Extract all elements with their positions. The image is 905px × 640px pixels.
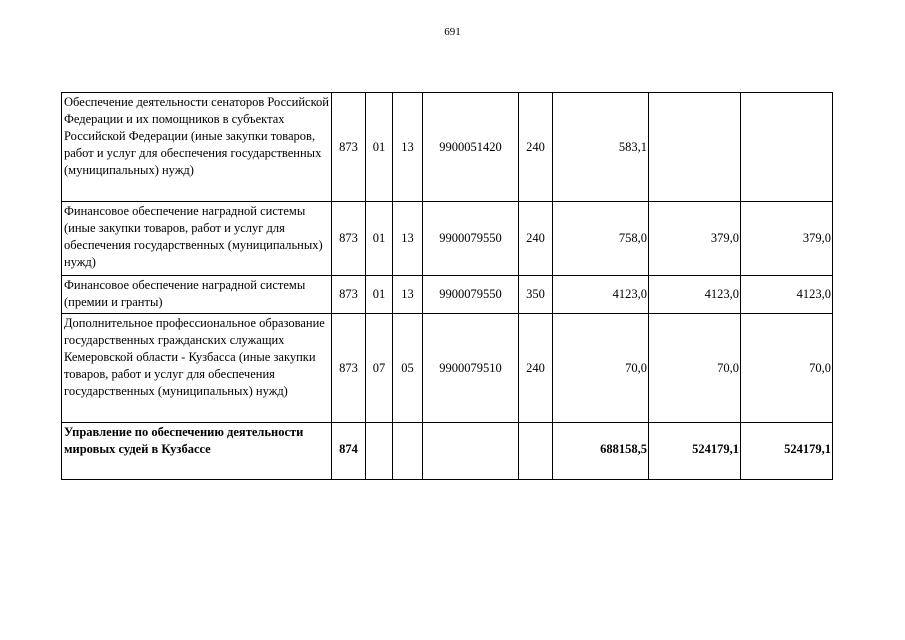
amount-year-2-cell: 70,0 (649, 314, 741, 423)
amount-year-1-cell: 583,1 (553, 93, 649, 202)
department-code-cell: 873 (332, 314, 366, 423)
subsection-code-cell: 13 (393, 202, 423, 276)
row-name-cell: Обеспечение деятельности сенаторов Российской Федерации и их помощников в субъектах Российской Федерации (иные закупки товаров, работ и услуг для обеспечения государственных (муниципальных) нужд) (62, 93, 332, 202)
page-number: 691 (444, 26, 461, 38)
amount-year-2-cell: 524179,1 (649, 423, 741, 480)
row-name-cell: Финансовое обеспечение наградной системы (премии и гранты) (62, 276, 332, 314)
section-code-cell: 01 (366, 93, 393, 202)
table-row (62, 276, 833, 314)
expense-type-code-cell (519, 423, 553, 480)
department-code-cell: 874 (332, 423, 366, 480)
amount-year-3-cell: 4123,0 (741, 276, 833, 314)
target-article-code-cell: 9900051420 (423, 93, 519, 202)
amount-year-3-cell: 70,0 (741, 314, 833, 423)
amount-year-3-cell: 524179,1 (741, 423, 833, 480)
row-name-cell: Финансовое обеспечение наградной системы (иные закупки товаров, работ и услуг для обеспечения государственных (муниципальных) нужд) (62, 202, 332, 276)
amount-year-2-cell: 4123,0 (649, 276, 741, 314)
section-code-cell: 07 (366, 314, 393, 423)
subsection-code-cell: 13 (393, 276, 423, 314)
amount-year-1-cell: 758,0 (553, 202, 649, 276)
table-row (62, 93, 833, 202)
budget-table (61, 92, 833, 480)
expense-type-code-cell: 240 (519, 93, 553, 202)
section-code-cell (366, 423, 393, 480)
department-code-cell: 873 (332, 202, 366, 276)
section-code-cell: 01 (366, 202, 393, 276)
amount-year-2-cell: 379,0 (649, 202, 741, 276)
row-name-cell: Дополнительное профессиональное образование государственных гражданских служащих Кемеровской области - Кузбасса (иные закупки товаров, работ и услуг для обеспечения государственных (муниципальных) нужд) (62, 314, 332, 423)
target-article-code-cell (423, 423, 519, 480)
target-article-code-cell: 9900079510 (423, 314, 519, 423)
target-article-code-cell: 9900079550 (423, 202, 519, 276)
subsection-code-cell (393, 423, 423, 480)
row-name-cell: Управление по обеспечению деятельности мировых судей в Кузбассе (62, 423, 332, 480)
amount-year-3-cell (741, 93, 833, 202)
section-code-cell: 01 (366, 276, 393, 314)
table-row-total (62, 423, 833, 480)
department-code-cell: 873 (332, 93, 366, 202)
subsection-code-cell: 13 (393, 93, 423, 202)
amount-year-1-cell: 688158,5 (553, 423, 649, 480)
expense-type-code-cell: 240 (519, 314, 553, 423)
amount-year-1-cell: 4123,0 (553, 276, 649, 314)
amount-year-2-cell (649, 93, 741, 202)
department-code-cell: 873 (332, 276, 366, 314)
amount-year-1-cell: 70,0 (553, 314, 649, 423)
expense-type-code-cell: 240 (519, 202, 553, 276)
expense-type-code-cell: 350 (519, 276, 553, 314)
amount-year-3-cell: 379,0 (741, 202, 833, 276)
subsection-code-cell: 05 (393, 314, 423, 423)
table-row (62, 314, 833, 423)
table-row (62, 202, 833, 276)
target-article-code-cell: 9900079550 (423, 276, 519, 314)
